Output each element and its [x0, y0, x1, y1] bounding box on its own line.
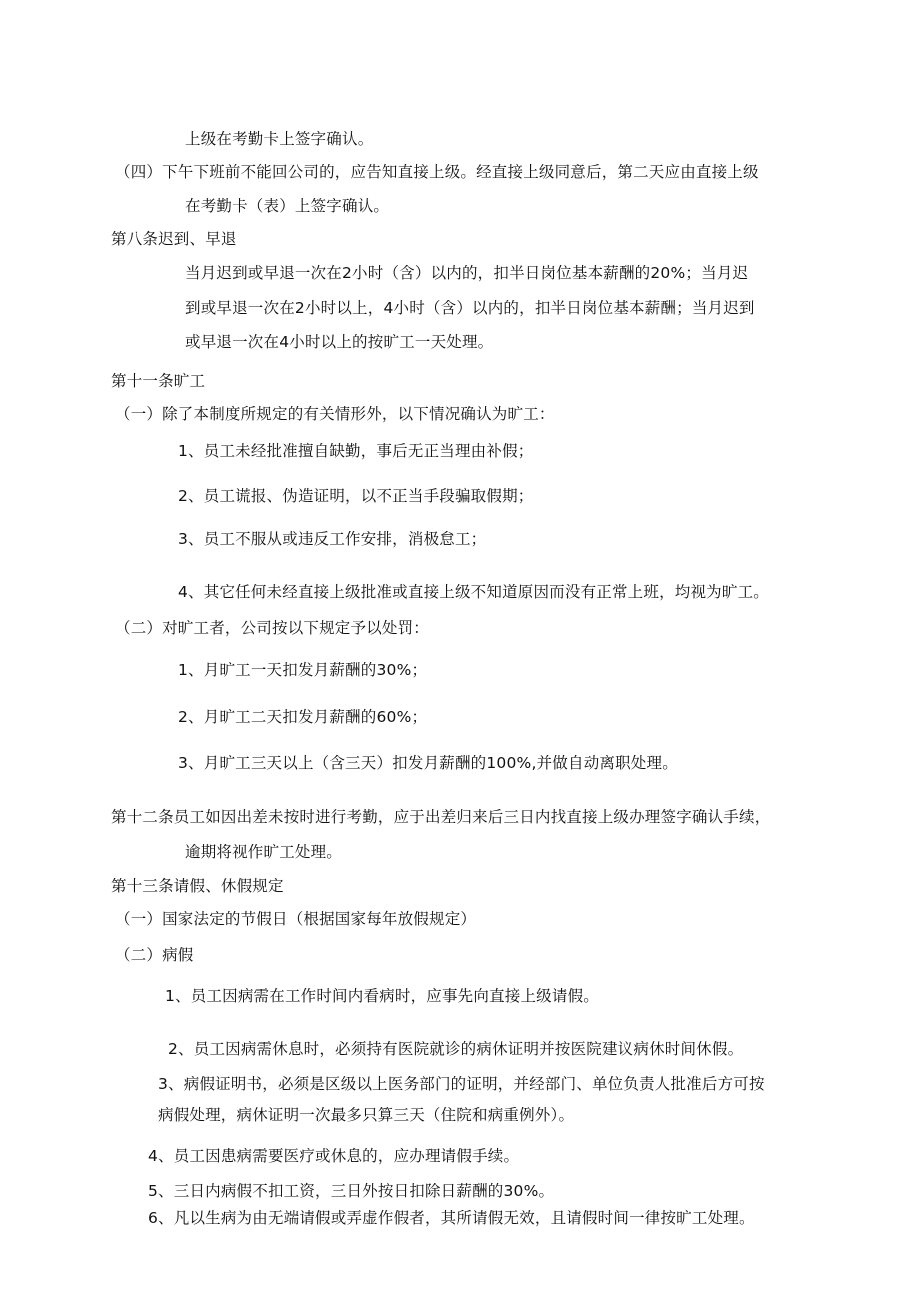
text-line: （四）下午下班前不能回公司的，应告知直接上级。经直接上级同意后，第二天应由直接上级 [115, 163, 759, 181]
list-item: 3、员工不服从或违反工作安排，消极怠工； [178, 530, 487, 548]
list-item: 4、员工因患病需要医疗或休息的，应办理请假手续。 [148, 1147, 520, 1165]
text-line: 病假处理，病休证明一次最多只算三天（住院和病重例外）。 [158, 1106, 575, 1124]
text-line: 当月迟到或早退一次在2小时（含）以内的，扣半日岗位基本薪酬的20%；当月迟 [185, 264, 749, 282]
text-line: 或早退一次在4小时以上的按旷工一天处理。 [185, 333, 494, 351]
list-item: 6、凡以生病为由无端请假或弄虚作假者，其所请假无效，且请假时间一律按旷工处理。 [148, 1209, 755, 1227]
list-item: 1、月旷工一天扣发月薪酬的30%； [178, 661, 428, 679]
section-heading: 第十三条请假、休假规定 [111, 877, 284, 895]
text-line: 在考勤卡（表）上签字确认。 [185, 197, 390, 215]
section-heading: 第十二条员工如因出差未按时进行考勤，应于出差归来后三日内找直接上级办理签字确认手续， [111, 808, 771, 826]
list-item: 2、员工谎报、伪造证明，以不正当手段骗取假期； [178, 487, 534, 505]
section-heading: 第十一条旷工 [111, 372, 206, 390]
list-item: 4、其它任何未经直接上级批准或直接上级不知道原因而没有正常上班，均视为旷工。 [178, 583, 769, 601]
list-item: 3、月旷工三天以上（含三天）扣发月薪酬的100%,并做自动离职处理。 [178, 754, 678, 772]
text-line: （一）国家法定的节假日（根据国家每年放假规定） [115, 910, 477, 928]
text-line: 上级在考勤卡上签字确认。 [185, 130, 374, 148]
list-item: 5、三日内病假不扣工资，三日外按日扣除日薪酬的30%。 [148, 1182, 555, 1200]
text-line: （二）病假 [115, 946, 194, 964]
list-item: 2、月旷工二天扣发月薪酬的60%； [178, 708, 428, 726]
list-item: 3、病假证明书，必须是区级以上医务部门的证明，并经部门、单位负责人批准后方可按 [158, 1075, 765, 1093]
list-item: 1、员工因病需在工作时间内看病时，应事先向直接上级请假。 [165, 987, 599, 1005]
text-line: （一）除了本制度所规定的有关情形外，以下情况确认为旷工： [115, 405, 555, 423]
text-line: 逾期将视作旷工处理。 [185, 843, 343, 861]
list-item: 1、员工未经批准擅自缺勤，事后无正当理由补假； [178, 442, 534, 460]
section-heading: 第八条迟到、早退 [111, 230, 237, 248]
text-line: 到或早退一次在2小时以上，4小时（含）以内的，扣半日岗位基本薪酬；当月迟到 [185, 299, 755, 317]
text-line: （二）对旷工者，公司按以下规定予以处罚： [115, 619, 430, 637]
list-item: 2、员工因病需休息时，必须持有医院就诊的病休证明并按医院建议病休时间休假。 [168, 1040, 744, 1058]
